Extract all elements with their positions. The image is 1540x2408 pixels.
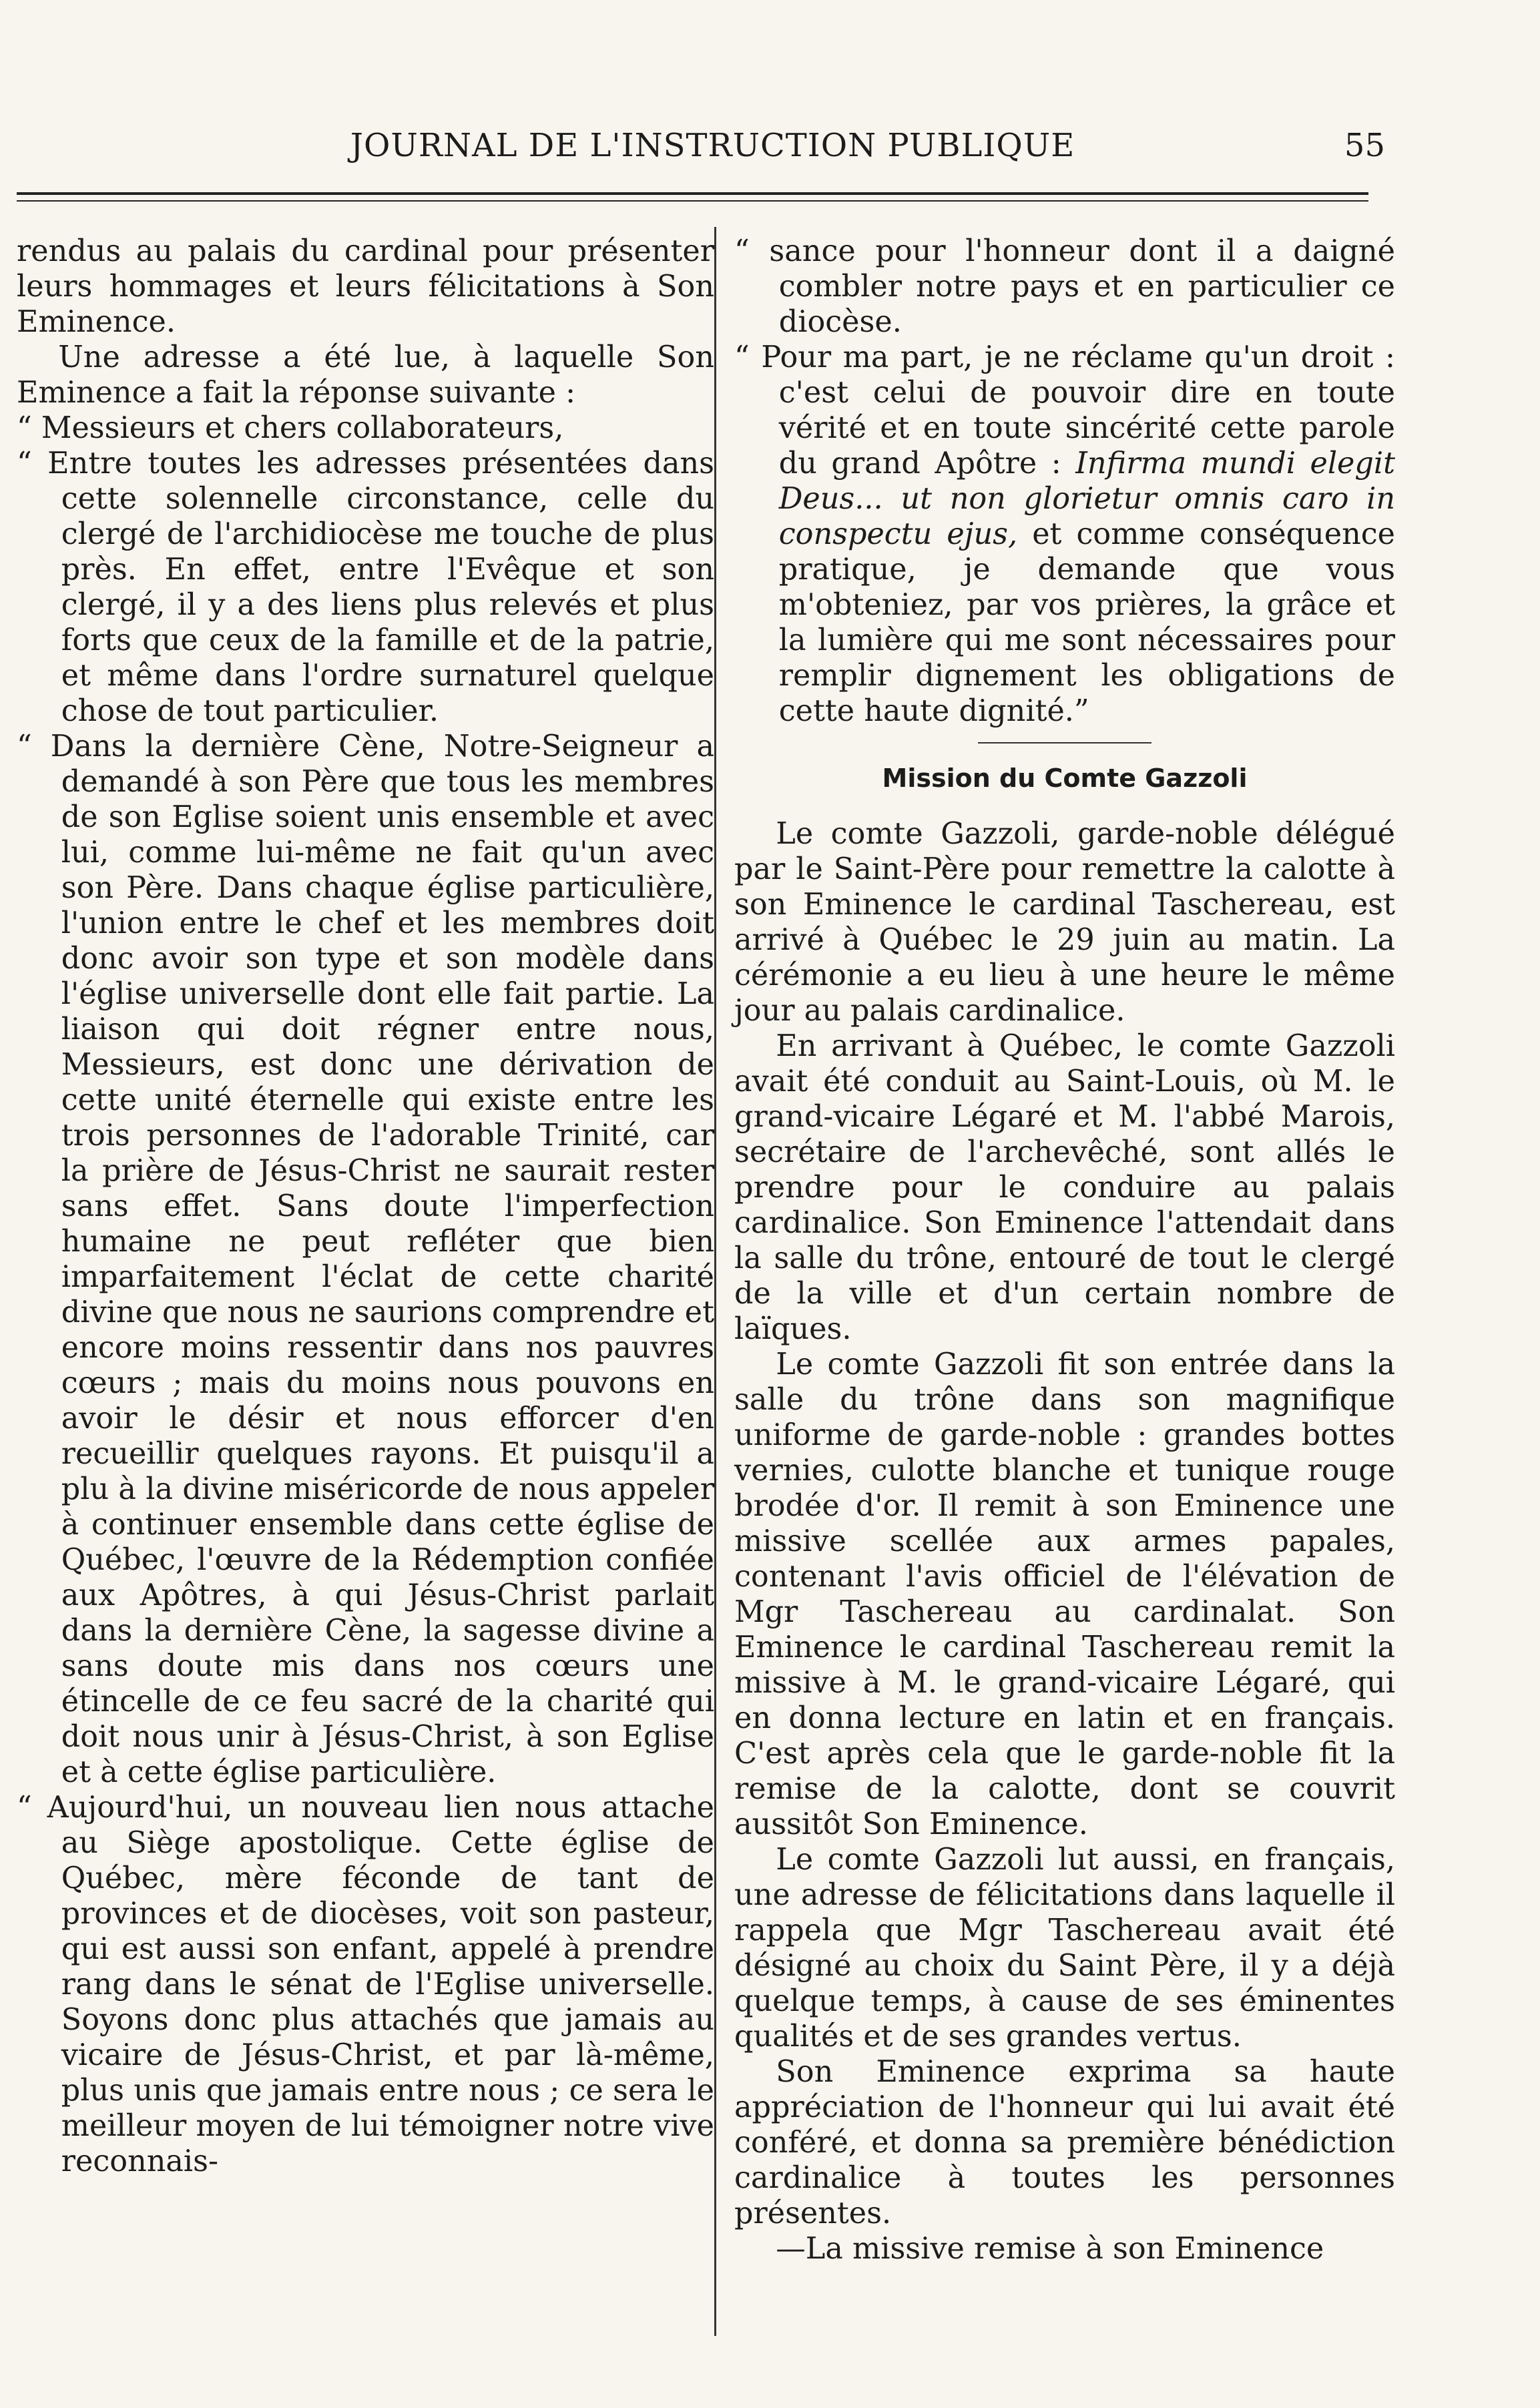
paragraph: Son Eminence exprima sa haute appréciation de l'honneur qui lui avait été conféré, et donna sa première bénédiction cardinalice à toutes les personnes présentes. xyxy=(734,2055,1395,2230)
paragraph: Une adresse a été lue, à laquelle Son Eminence a fait la réponse suivante : xyxy=(17,340,714,410)
column-divider xyxy=(714,227,716,2336)
paragraph: Le comte Gazzoli fit son entrée dans la salle du trône dans son magnifique uniforme de garde-noble : grandes bottes vernies, culotte blanche et tunique rouge brodée d'or. Il remit à son Eminence une missive scellée aux armes papales, contenant l'avis officiel de l'élévation de Mgr Taschereau au cardinalat. Son Eminence le cardinal Taschereau remit la missive à M. le grand-vicaire Légaré, qui en donna lecture en latin et en français. C'est après cela que le garde-noble fit la remise de la calotte, dont se couvrit aussitôt Son Eminence. xyxy=(734,1347,1395,1841)
paragraph: rendus au palais du cardinal pour présenter leurs hommages et leurs félicitations à Son Eminence. xyxy=(17,234,714,339)
quote-paragraph: “ Dans la dernière Cène, Notre-Seigneur a demandé à son Père que tous les membres de son Eglise soient unis ensemble et avec lui, comme lui-même ne fait qu'un avec son Père. Dans chaque église particulière, l'union entre le chef et les membres doit donc avoir son type et son modèle dans l'église universelle dont elle fait partie. La liaison qui doit régner entre nous, Messieurs, est donc une dérivation de cette unité éternelle qui existe entre les trois personnes de l'adorable Trinité, car la prière de Jésus-Christ ne saurait rester sans effet. Sans doute l'imperfection humaine ne peut refléter que bien imparfaitement l'éclat de cette charité divine que nous ne saurions comprendre et encore moins ressentir dans nos pauvres cœurs ; mais du moins nous pouvons en avoir le désir et nous efforcer d'en recueillir quelques rayons. Et puisqu'il a plu à la divine miséricorde de nous appeler à continuer ensemble dans cette église de Québec, l'œuvre de la Rédemption confiée aux Apôtres, à qui Jésus-Christ parlait dans la dernière Cène, la sagesse divine a sans doute mis dans nos cœurs une étincelle de ce feu sacré de la charité qui doit nous unir à Jésus-Christ, à son Eglise et à cette église particulière. xyxy=(17,729,714,1790)
quote-text: et comme conséquence pratique, je demande que vous m'obteniez, par vos prières, la grâce et la lumière qui me sont nécessaires pour remplir dignement les obligations de cette haute dignité.” xyxy=(778,517,1395,728)
latin-quote: Infirma mundi elegit Deus... ut non glorietur omnis caro in conspectu ejus, xyxy=(778,446,1395,551)
section-divider xyxy=(978,742,1151,743)
right-column xyxy=(734,234,1395,2267)
header-rule-thick xyxy=(17,192,1368,195)
quote-paragraph: “ Messieurs et chers collaborateurs, xyxy=(17,410,714,446)
journal-title: JOURNAL DE L'INSTRUCTION PUBLIQUE xyxy=(350,127,1075,164)
paragraph: En arrivant à Québec, le comte Gazzoli avait été conduit au Saint-Louis, où M. le grand-vicaire Légaré et M. l'abbé Marois, secrétaire de l'archevêché, sont allés le prendre pour le conduire au palais cardinalice. Son Eminence l'attendait dans la salle du trône, entouré de tout le clergé de la ville et d'un certain nombre de laïques. xyxy=(734,1029,1395,1346)
paragraph: —La missive remise à son Eminence xyxy=(776,2232,1324,2266)
page-number: 55 xyxy=(1344,127,1385,164)
page-header xyxy=(40,127,1385,174)
paragraph: Le comte Gazzoli lut aussi, en français, une adresse de félicitations dans laquelle il rappela que Mgr Taschereau avait été désigné au choix du Saint Père, il y a déjà quelque temps, à cause de ses éminentes qualités et de ses grandes vertus. xyxy=(734,1843,1395,2054)
left-column xyxy=(17,234,714,2179)
quote-text: Pour ma part, je ne réclame qu'un droit : c'est celui de pouvoir dire en toute vérité et en toute sincérité cette parole du grand Apôtre : xyxy=(761,340,1395,481)
section-heading: Mission du Comte Gazzoli xyxy=(882,764,1248,793)
quote-paragraph: “ Aujourd'hui, un nouveau lien nous attache au Siège apostolique. Cette église de Québec, mère féconde de tant de provinces et de diocèses, voit son pasteur, qui est aussi son enfant, appelé à prendre rang dans le sénat de l'Eglise universelle. Soyons donc plus attachés que jamais au vicaire de Jésus-Christ, et par là-même, plus unis que jamais entre nous ; ce sera le meilleur moyen de lui témoigner notre vive reconnais- xyxy=(17,1790,714,2179)
quote-paragraph: “ Entre toutes les adresses présentées dans cette solennelle circonstance, celle du clergé de l'archidiocèse me touche de plus près. En effet, entre l'Evêque et son clergé, il y a des liens plus relevés et plus forts que ceux de la famille et de la patrie, et même dans l'ordre surnaturel quelque chose de tout particulier. xyxy=(17,446,714,729)
quote-paragraph-latin xyxy=(734,340,1395,729)
header-rule-thin xyxy=(17,200,1368,202)
paragraph: Le comte Gazzoli, garde-noble délégué par le Saint-Père pour remettre la calotte à son Eminence le cardinal Taschereau, est arrivé à Québec le 29 juin au matin. La cérémonie a eu lieu à une heure le même jour au palais cardinalice. xyxy=(734,817,1395,1028)
quote-paragraph: “ sance pour l'honneur dont il a daigné combler notre pays et en particulier ce diocèse. xyxy=(734,234,1395,340)
